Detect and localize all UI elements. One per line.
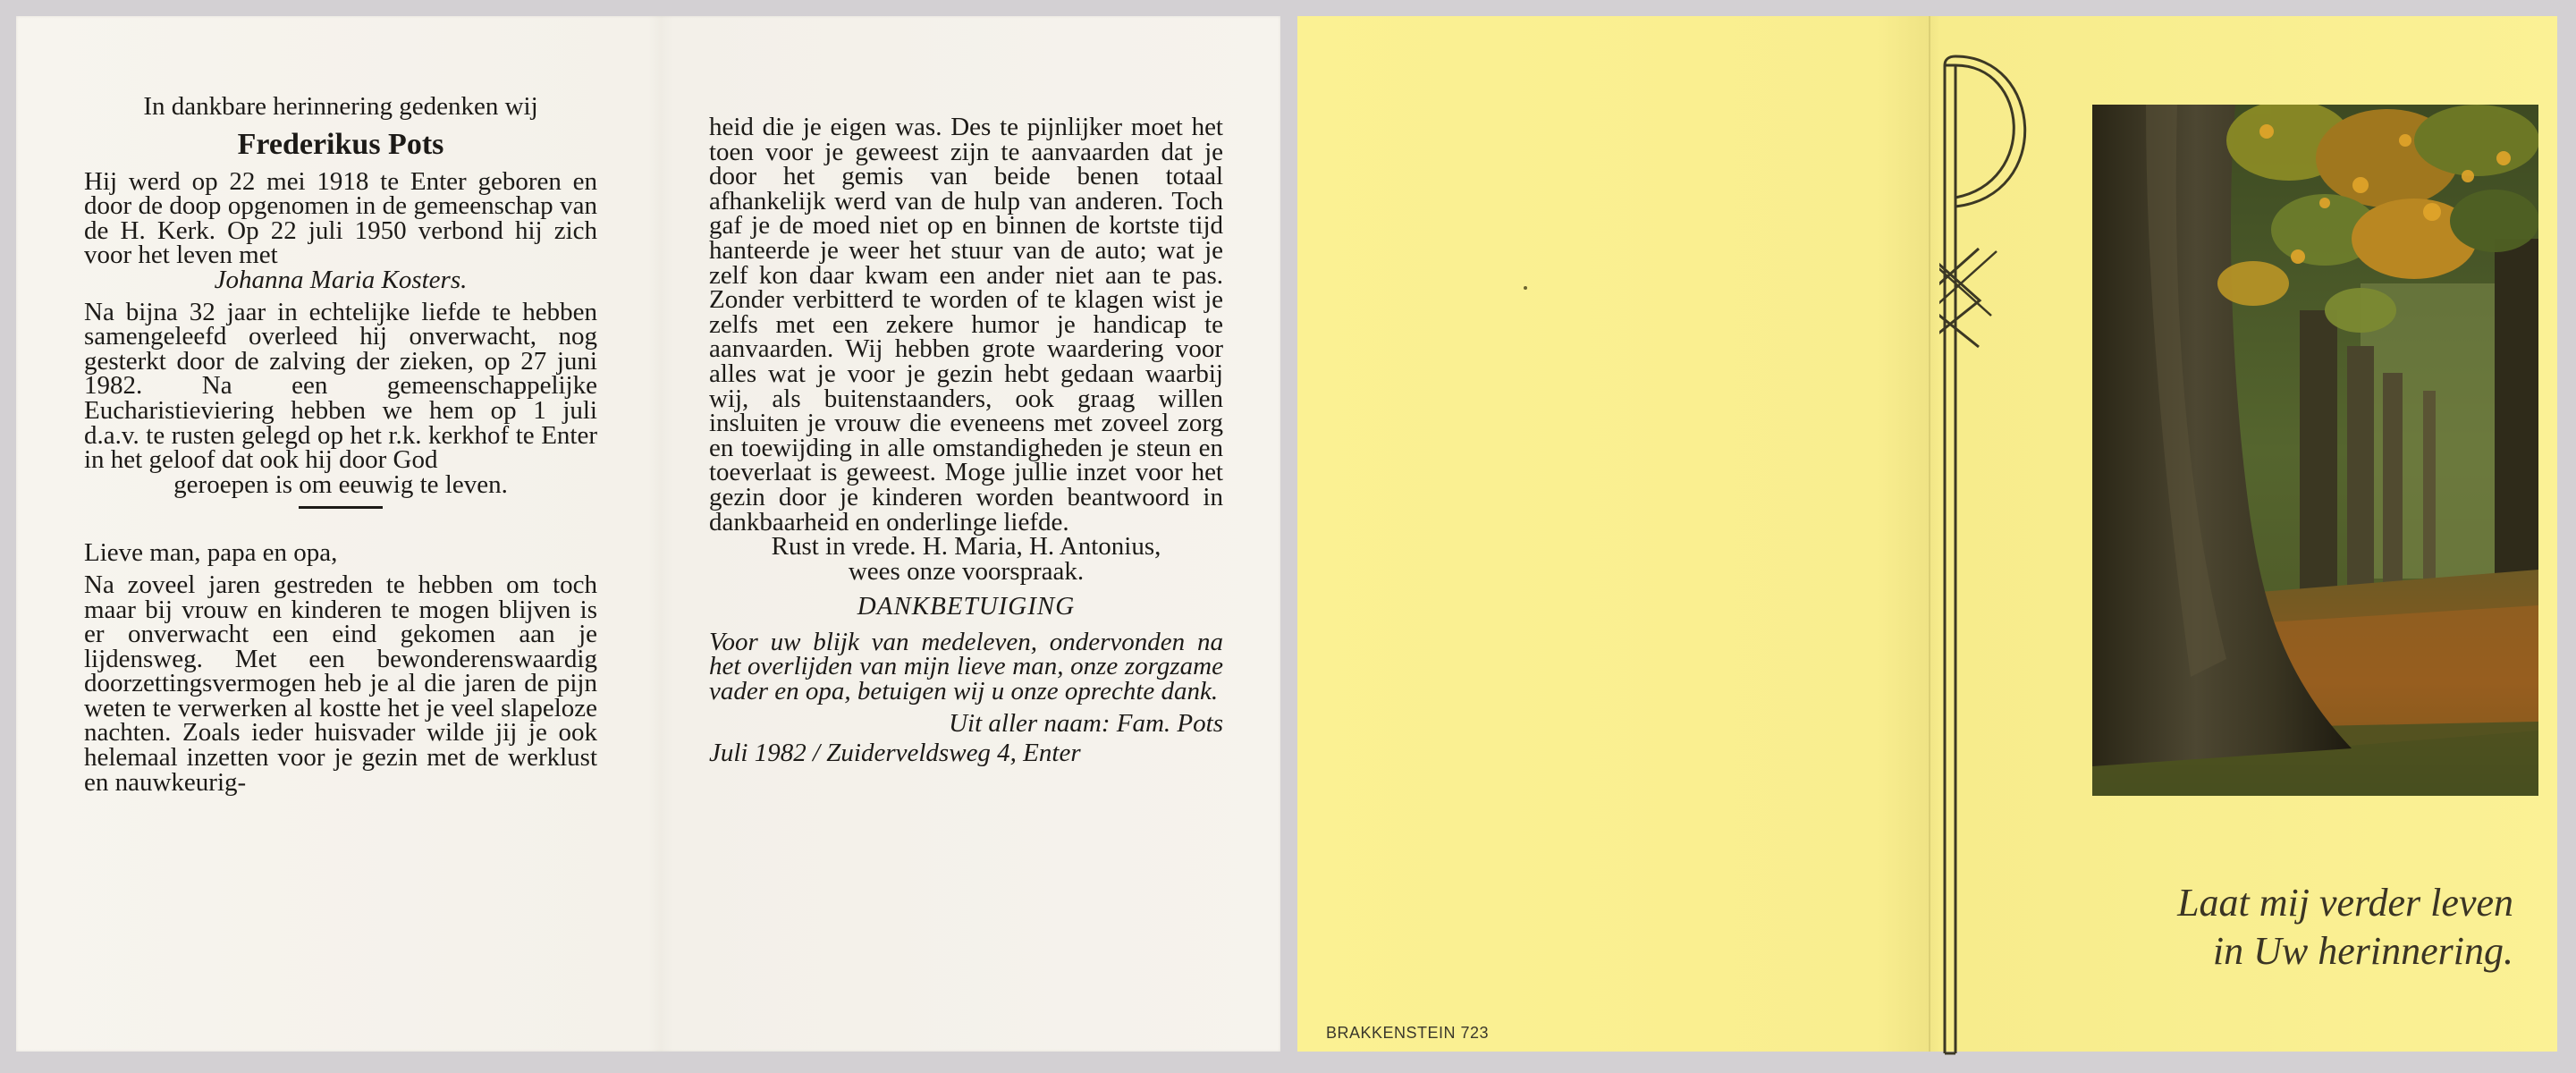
fold-line	[1929, 16, 1930, 1052]
right-text-column	[709, 115, 1223, 766]
thanks-text: Voor uw blijk van medeleven, ondervonden na het overlijden van mijn lieve man, onze zorgzame vader en opa, betuigen wij u onze oprechte dank.	[709, 627, 1223, 706]
motto	[2138, 879, 2513, 976]
prayer-line-2: wees onze voorspraak.	[848, 556, 1085, 586]
intro-line: In dankbare herinnering gedenken wij	[143, 92, 538, 121]
deceased-name: Frederikus Pots	[237, 127, 444, 161]
salutation: Lieve man, papa en opa,	[84, 538, 338, 568]
chi-rho-icon	[1939, 47, 2073, 1058]
section-divider	[299, 506, 383, 509]
publisher-code: BRAKKENSTEIN 723	[1326, 1024, 1490, 1042]
death-paragraph-end: geroepen is om eeuwig te leven.	[173, 469, 508, 499]
motto-line-2: in Uw herinnering.	[2212, 929, 2513, 973]
cover-card	[1297, 16, 2557, 1052]
letter-paragraph: Na zoveel jaren gestreden te hebben om toch maar bij vrouw en kinderen te mogen blijven is er onverwacht een eind gekomen aan je lijdensweg. Met een bewonderenswaardig doorzettingsvermogen heb je al die jaren de pijn weten te verwerken al kostte het je veel slapeloze nachten. Zoals ieder huisvader wilde jij je ook helemaal inzetten voor je gezin met de werklust en nauwkeurig-	[84, 570, 597, 797]
date-address: Juli 1982 / Zuiderveldsweg 4, Enter	[709, 739, 1081, 768]
biography-paragraph: Hij werd op 22 mei 1918 te Enter geboren en door de doop opgenomen in de gemeenschap van de H. Kerk. Op 22 juli 1950 verbond hij zich voor het leven met	[84, 166, 597, 270]
death-paragraph: Na bijna 32 jaar in echtelijke liefde te hebben samengeleefd overleed hij onverwacht, nog gesterkt door de zalving der zieken, op 27 juni 1982. Na een gemeenschappelijke Eucharistieviering hebben we hem op 1 juli d.a.v. te rusten gelegd op het r.k. kerkhof te Enter in het geloof dat ook hij door God	[84, 297, 597, 475]
spouse-name: Johanna Maria Kosters.	[214, 265, 468, 294]
left-text-column	[84, 92, 597, 797]
motto-line-1: Laat mij verder leven	[2177, 881, 2513, 925]
family-signature: Uit aller naam: Fam. Pots	[949, 708, 1223, 738]
letter-continuation: heid die je eigen was. Des te pijnlijker moet het toen voor je geweest zijn te aanvaarden dat je door het gemis van beide benen totaal afhankelijk werd van de hulp van anderen. Toch gaf je de moed niet op en binnen de kortste tijd hanteerde je weer het stuur van de auto; wat je zelf kon daar kwam een ander niet aan te pas. Zonder verbitterd te worden of te klagen wist je zelfs met een zekere humor je handicap te aanvaarden. Wij hebben grote waardering voor alles wat je voor je gezin hebt gedaan waarbij wij, als buitenstaanders, ook graag willen insluiten je vrouw die eveneens met zoveel zorg en toewijding in alle omstandigheden je steun en toeverlaat is geweest. Moge jullie inzet voor het gezin door je kinderen worden beantwoord in dankbaarheid en onderlinge liefde.	[709, 113, 1223, 536]
paper-speck	[1524, 286, 1527, 290]
thanks-heading: DANKBETUIGING	[857, 592, 1076, 621]
prayer-line-1: Rust in vrede. H. Maria, H. Antonius,	[771, 532, 1161, 562]
inside-card	[16, 16, 1280, 1052]
forest-photo	[2092, 105, 2538, 796]
